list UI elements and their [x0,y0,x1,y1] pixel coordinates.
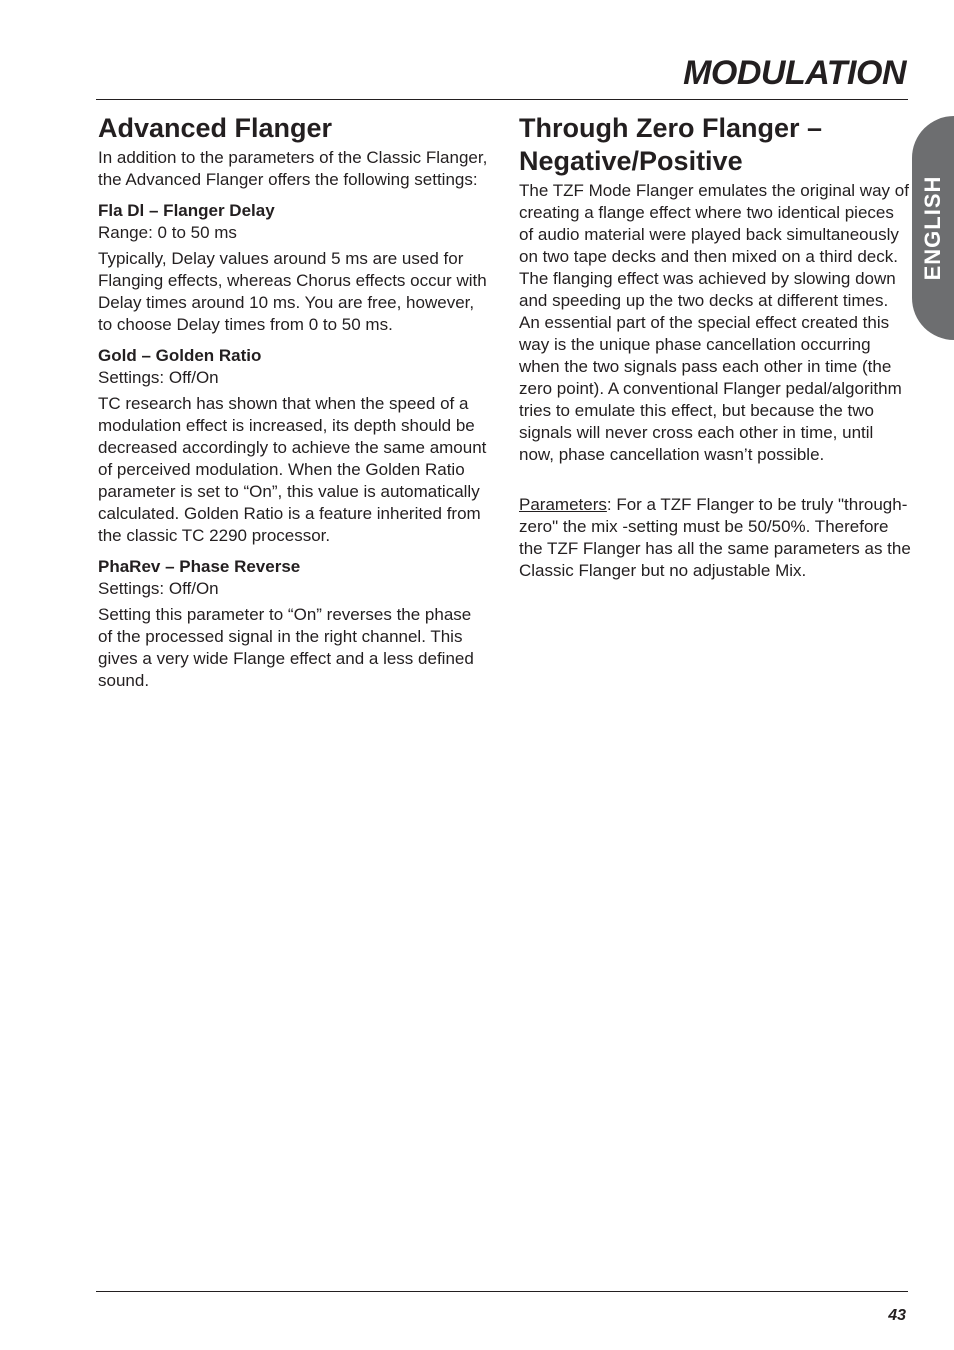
language-tab [912,116,954,340]
page-number: 43 [888,1307,906,1324]
footer-divider [96,1291,908,1292]
language-tab-label: ENGLISH [920,175,945,281]
header-divider [96,99,908,100]
advanced-flanger-intro: In addition to the parameters of the Classic Flanger, the Advanced Flanger offers the following settings: [98,148,488,189]
flanger-delay-range: Range: 0 to 50 ms [98,223,237,242]
golden-ratio-settings: Settings: Off/On [98,368,219,387]
golden-ratio-description: TC research has shown that when the speed of a modulation effect is increased, its depth should be decreased accordingly to achieve the same amount of perceived modulation. When the Golden Ratio parameter is set to “On”, this value is automatically calculated. Golden Ratio is a feature inherited from the classic TC 2290 processor. [98,394,487,545]
parameters-text: : For a TZF Flanger to be truly "through-zero" the mix -setting must be 50/50%. Therefore the TZF Flanger has all the same parameters as the Classic Flanger but no adjustable Mix. [519,495,911,580]
flanger-delay-description: Typically, Delay values around 5 ms are used for Flanging effects, whereas Chorus effects occur with Delay times around 10 ms. You are free, however, to choose Delay times from 0 to 50 ms. [98,249,487,334]
tzf-description: The TZF Mode Flanger emulates the original way of creating a flange effect where two identical pieces of audio material were played back simultaneously on two tape decks and then mixed on a third deck. The flanging effect was achieved by slowing down and speeding up the two decks at different times. An essential part of the special effect created this way is the unique phase cancellation occurring when the two signals pass each other in time (the zero point). A conventional Flanger pedal/algorithm tries to emulate this effect, but because the two signals will never cross each other in time, until now, phase cancellation wasn’t possible. [519,181,909,464]
tzf-parameters-paragraph [519,494,911,582]
golden-ratio-title: Gold – Golden Ratio [98,346,262,365]
page-title: MODULATION [683,54,906,92]
phase-reverse-title: PhaRev – Phase Reverse [98,557,301,576]
tzf-heading: Through Zero Flanger – Negative/Positive [519,113,823,176]
right-column [519,112,911,582]
phase-reverse-description: Setting this parameter to “On” reverses the phase of the processed signal in the right channel. This gives a very wide Flange effect and a less defined sound. [98,605,474,690]
advanced-flanger-heading: Advanced Flanger [98,113,333,143]
parameters-label: Parameters [519,495,607,514]
flanger-delay-title: Fla Dl – Flanger Delay [98,201,275,220]
phase-reverse-settings: Settings: Off/On [98,579,219,598]
left-column [98,112,490,692]
